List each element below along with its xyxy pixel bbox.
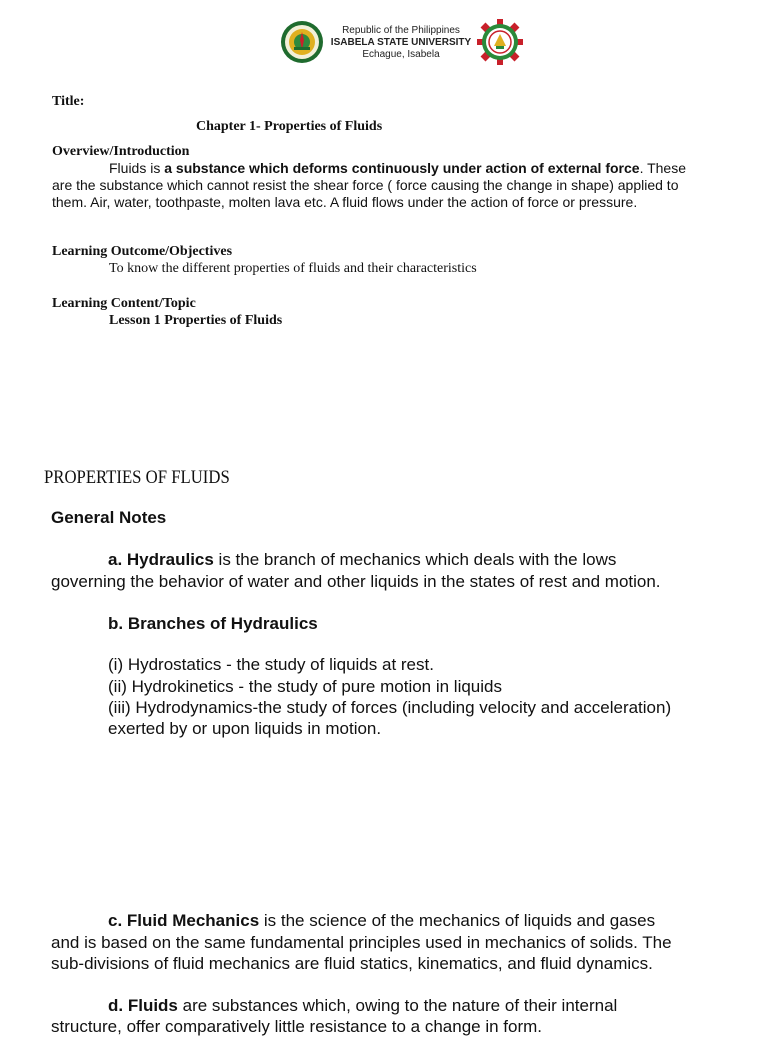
item-d-line-2: structure, offer comparatively little resistance to a change in form. xyxy=(51,1017,543,1036)
overview-lead: Fluids is xyxy=(109,160,165,176)
section-title: PROPERTIES OF FLUIDS xyxy=(44,467,230,488)
content-text: Lesson 1 Properties of Fluids xyxy=(109,313,283,328)
item-c-line-1-text: is the science of the mechanics of liquids and gases xyxy=(259,911,656,930)
gear-seal-icon xyxy=(476,18,524,66)
item-b-i: (i) Hydrostatics - the study of liquids at rest. xyxy=(108,655,434,674)
overview-line-1-rest: . These xyxy=(639,160,686,176)
item-a-term: a. Hydraulics xyxy=(108,550,214,569)
item-a-line-1 xyxy=(108,549,616,571)
item-c-line-2: and is based on the same fundamental principles used in mechanics of solids. The xyxy=(51,933,672,952)
overview-line-1 xyxy=(109,160,686,177)
item-d-term: d. Fluids xyxy=(108,996,178,1015)
item-b-iii-line-1: (iii) Hydrodynamics-the study of forces (including velocity and acceleration) xyxy=(108,698,672,717)
item-c-line-3: sub-divisions of fluid mechanics are fluid statics, kinematics, and fluid dynamics. xyxy=(51,954,653,973)
objectives-text: To know the different properties of fluids and their characteristics xyxy=(109,261,477,276)
item-b-ii: (ii) Hydrokinetics - the study of pure motion in liquids xyxy=(108,677,502,696)
item-d-line-1 xyxy=(108,995,617,1017)
item-c-line-1 xyxy=(108,910,655,932)
header-line-3: Echague, Isabela xyxy=(362,49,440,60)
general-notes-heading: General Notes xyxy=(51,508,167,527)
item-b-heading: b. Branches of Hydraulics xyxy=(108,614,318,633)
content-heading: Learning Content/Topic xyxy=(52,296,196,311)
overview-heading: Overview/Introduction xyxy=(52,144,190,159)
item-a-line-2: governing the behavior of water and other liquids in the states of rest and motion. xyxy=(51,572,661,591)
title-label: Title: xyxy=(52,94,85,109)
overview-line-3: them. Air, water, toothpaste, molten lava etc. A fluid flows under the action of force or pressure. xyxy=(52,194,638,210)
header-line-1: Republic of the Philippines xyxy=(342,25,460,36)
objectives-heading: Learning Outcome/Objectives xyxy=(52,244,233,259)
header-text xyxy=(328,25,474,61)
item-b-iii-line-2: exerted by or upon liquids in motion. xyxy=(108,719,382,738)
overview-bold-definition: a substance which deforms continuously under action of external force xyxy=(164,160,640,176)
university-seal-icon xyxy=(280,20,324,64)
chapter-title: Chapter 1- Properties of Fluids xyxy=(196,119,383,134)
item-a-line-1-text: is the branch of mechanics which deals with the lows xyxy=(213,550,617,569)
item-c-term: c. Fluid Mechanics xyxy=(108,911,260,930)
header-line-2: ISABELA STATE UNIVERSITY xyxy=(330,37,472,48)
page-header xyxy=(278,18,528,70)
item-d-line-1-text: are substances which, owing to the nature of their internal xyxy=(177,996,618,1015)
overview-line-2: are the substance which cannot resist the shear force ( force causing the change in shape) applied to xyxy=(52,177,679,193)
